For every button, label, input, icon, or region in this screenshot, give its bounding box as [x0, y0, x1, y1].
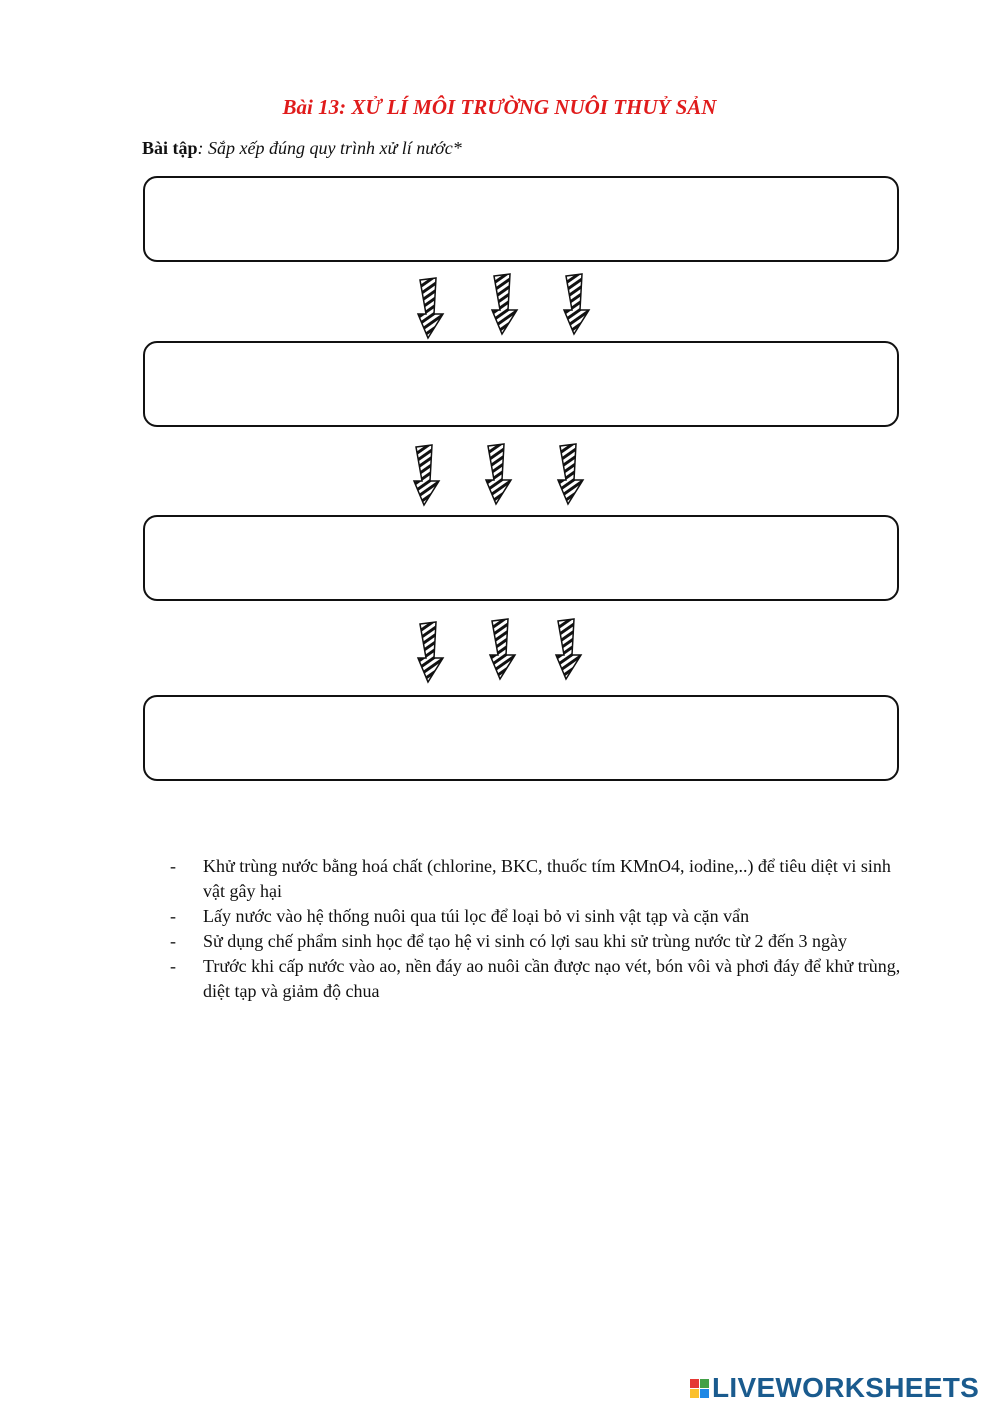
answer-item-2[interactable]: - Lấy nước vào hệ thống nuôi qua túi lọc để loại bỏ vi sinh vật tạp và cặn vẩn [170, 904, 910, 929]
answer-item-4[interactable]: - Trước khi cấp nước vào ao, nền đáy ao nuôi cần được nạo vét, bón vôi và phơi đáy để khử trùng, diệt tạp và giảm độ chua [170, 954, 910, 1004]
answer-item-1[interactable]: - Khử trùng nước bằng hoá chất (chlorine, BKC, thuốc tím KMnO4, iodine,..) để tiêu diệt vi sinh vật gây hại [170, 854, 910, 904]
drop-box-4[interactable] [143, 695, 899, 781]
brand-name: LIVEWORKSHEETS [712, 1372, 980, 1403]
down-arrow-icon [550, 617, 584, 681]
down-arrow-icon [486, 272, 520, 336]
down-arrow-icon [412, 620, 446, 684]
drop-box-3[interactable] [143, 515, 899, 601]
instruction-text: : Sắp xếp đúng quy trình xử lí nước* [197, 138, 462, 158]
answer-item-text: Sử dụng chế phẩm sinh học để tạo hệ vi sinh có lợi sau khi sử trùng nước từ 2 đến 3 ngày [203, 931, 847, 951]
drop-box-1[interactable] [143, 176, 899, 262]
down-arrow-icon [484, 617, 518, 681]
answer-list [170, 854, 910, 1004]
instruction [142, 138, 462, 159]
liveworksheets-logo-icon [690, 1379, 709, 1398]
answer-item-text: Lấy nước vào hệ thống nuôi qua túi lọc để loại bỏ vi sinh vật tạp và cặn vẩn [203, 906, 750, 926]
down-arrow-icon [408, 443, 442, 507]
down-arrow-icon [558, 272, 592, 336]
answer-item-3[interactable]: - Sử dụng chế phẩm sinh học để tạo hệ vi sinh có lợi sau khi sử trùng nước từ 2 đến 3 ngày [170, 929, 910, 954]
liveworksheets-brand [690, 1372, 979, 1404]
answer-item-text: Trước khi cấp nước vào ao, nền đáy ao nuôi cần được nạo vét, bón vôi và phơi đáy để khử trùng, diệt tạp và giảm độ chua [203, 956, 901, 1001]
drop-box-2[interactable] [143, 341, 899, 427]
answer-item-text: Khử trùng nước bằng hoá chất (chlorine, BKC, thuốc tím KMnO4, iodine,..) để tiêu diệt vi sinh vật gây hại [203, 856, 891, 901]
instruction-label: Bài tập [142, 138, 198, 158]
down-arrow-icon [480, 442, 514, 506]
down-arrow-icon [552, 442, 586, 506]
down-arrow-icon [412, 276, 446, 340]
page-title: Bài 13: XỬ LÍ MÔI TRƯỜNG NUÔI THUỶ SẢN [282, 95, 717, 119]
